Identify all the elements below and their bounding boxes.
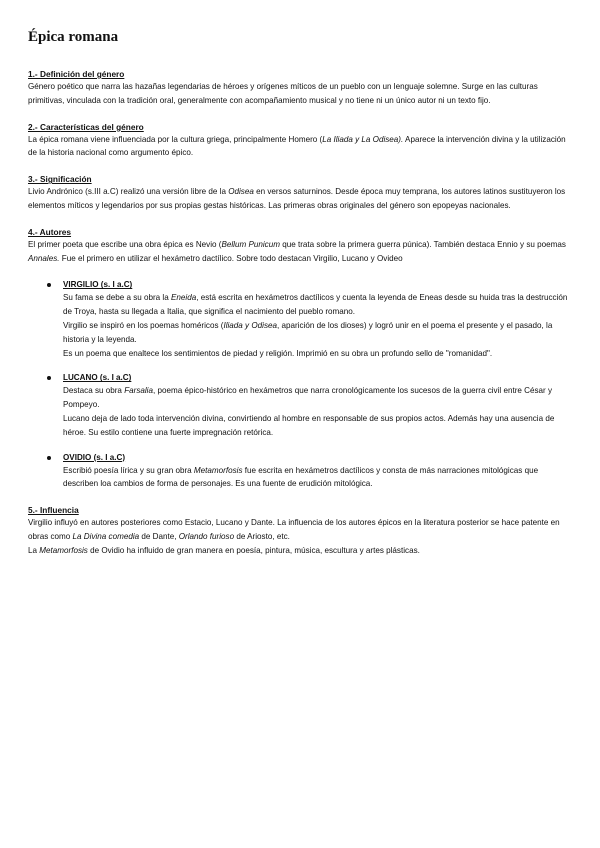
page-title: Épica romana (28, 29, 119, 45)
text-run: Destaca su obra (63, 386, 125, 396)
work-title-italic: Metamorfosis (39, 545, 88, 555)
section-heading-influencia: 5.- Influencia (28, 505, 79, 516)
work-title-italic: Bellum Punicum (221, 239, 280, 249)
text-run: La (28, 545, 40, 555)
text-run: Virgilio se inspiró en los poemas homéricos ( (63, 320, 224, 330)
text-run: , aparición de los dioses) y logró unir en el poema el presente y el pasado, la historia y la leyenda. (63, 320, 553, 344)
text-run: El primer poeta que escribe una obra épica es Nevio ( (28, 239, 222, 249)
autores-intro-text (28, 238, 572, 266)
author-item-virgilio (28, 279, 572, 360)
influencia-text-2 (28, 544, 572, 558)
text-run: fue escrita en hexámetros dactílicos y consta de más narraciones mitológicas que describen loa cambios de forma de personajes. Es una fuente de erudición mitológica. (63, 465, 539, 489)
section-heading-definicion: 1.- Definición del género (28, 69, 125, 79)
text-run: Virgilio influyó en autores posteriores como Estacio, Lucano y Dante. La influencia de los autores épicos en la literatura posterior se hace patente en obras como (28, 518, 560, 541)
section-heading-significacion: 3.- Significación (28, 174, 92, 185)
ovidio-text-1 (63, 464, 572, 492)
text-run: Livio Andrónico (s.III a.C) realizó una versión libre de la (28, 187, 229, 197)
virgilio-text-1 (63, 291, 572, 319)
work-title-italic: Orlando furioso (178, 531, 235, 541)
work-title-italic: Metamorfosis (193, 465, 243, 475)
text-run: Aparece la intervención divina y la utilización de la historia nacional como argumento épico. (28, 134, 566, 158)
lucano-text-2: Lucano deja de lado toda intervención divina, convirtiendo al hombre en responsable de sus propios actos. Además hay una ausencia de héroe. Su estilo contiene una fuerte impregnación retórica. (63, 413, 555, 437)
text-run: La épica romana viene influenciada por la cultura griega, principalmente Homero ( (28, 134, 323, 144)
definicion-text: Género poético que narra las hazañas legendarias de héroes y orígenes míticos de un pueblo con un lenguaje solemne. Surge en las culturas primitivas, vinculada con la tradición oral, generalmente con acompañamiento musical y no tiene ni un único autor ni un texto fijo. (28, 82, 538, 105)
author-name-lucano: LUCANO (s. I a.C) (63, 373, 132, 383)
text-run: que trata sobre la primera guerra púnica). También destaca Ennio y su poemas (279, 239, 566, 249)
text-run: Fue el primero en utilizar el hexámetro dactílico. Sobre todo destacan Virgilio, Lucano y Ovideo (59, 253, 403, 263)
text-run: Su fama se debe a su obra la (63, 293, 171, 303)
bullet-icon (47, 456, 51, 460)
bullet-icon (47, 376, 51, 380)
section-autores (28, 226, 572, 491)
influencia-text-1 (28, 516, 572, 544)
authors-list (28, 279, 572, 491)
work-title-italic: La Divina comedia (72, 531, 140, 541)
author-item-lucano (28, 372, 572, 439)
section-heading-autores: 4.- Autores (28, 226, 72, 237)
text-run: de Ariosto, etc. (234, 531, 290, 541)
section-heading-caracteristicas: 2.- Características del género (28, 121, 144, 132)
author-name-ovidio: OVIDIO (s. I a.C) (63, 452, 126, 462)
section-influencia (28, 504, 572, 557)
text-run: de Dante, (139, 531, 179, 541)
virgilio-text-3: Es un poema que enaltece los sentimientos de piedad y religión. Imprimió en su obra un profundo sello de "romanidad". (63, 348, 493, 358)
lucano-text-1 (63, 384, 572, 412)
work-title-italic: Annales. (28, 253, 60, 263)
significacion-text (28, 185, 572, 213)
section-caracteristicas (28, 121, 572, 161)
caracteristicas-text (28, 133, 572, 161)
text-run: de Ovidio ha influido de gran manera en poesía, pintura, música, escultura y artes plásticas. (87, 545, 420, 555)
work-title-italic: Iliada y Odisea (223, 320, 277, 330)
virgilio-text-2 (63, 319, 572, 347)
section-definicion (28, 68, 572, 108)
author-item-ovidio (28, 452, 572, 492)
section-significacion (28, 173, 572, 213)
text-run: , poema épico-histórico en hexámetros que narra cronológicamente los sucesos de la guerra civil entre César y Pompeyo. (63, 386, 553, 410)
text-run: Escribió poesía lírica y su gran obra (63, 465, 194, 475)
author-name-virgilio: VIRGILIO (s. I a.C) (63, 280, 133, 290)
work-title-italic: Farsalia (124, 386, 153, 396)
work-title-italic: Eneida (171, 293, 197, 303)
work-title-italic: Odisea (228, 187, 254, 197)
work-title-italic: La Iliada y La Odisea). (322, 134, 404, 144)
text-run: , está escrita en hexámetros dactílicos y cuenta la leyenda de Eneas desde su huida tras la destrucción de Troya, hasta su llegada a Italia, que significa el nacimiento del pueblo romano. (63, 293, 568, 317)
bullet-icon (47, 283, 51, 287)
text-run: en versos saturninos. Desde época muy temprana, los autores latinos sustituyeron los elementos míticos y legendarios por sus propias gestas históricas. Las primeras obras originales del género son epopeyas nacionales. (28, 187, 566, 210)
